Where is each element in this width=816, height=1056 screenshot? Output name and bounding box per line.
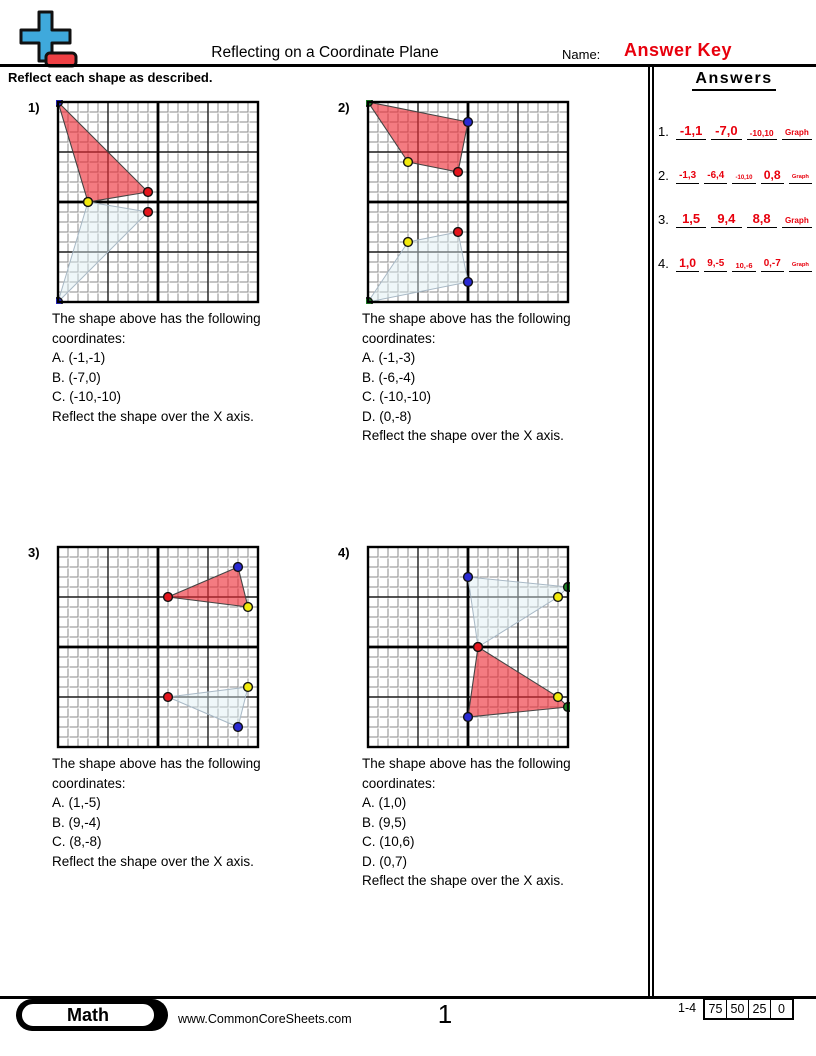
- answer-number: 2.: [658, 168, 669, 183]
- answer-blank: [704, 249, 727, 272]
- description-line: C. (8,-8): [52, 834, 102, 849]
- answer-number: 4.: [658, 256, 669, 271]
- answer-blank: [782, 205, 812, 228]
- problem-2: [338, 95, 648, 535]
- problem-description: [52, 309, 330, 426]
- description-line: C. (-10,-10): [362, 389, 432, 404]
- answer-value: 8,8: [752, 211, 771, 226]
- answer-blanks: [676, 205, 812, 228]
- answer-value: 1,0: [679, 255, 697, 270]
- description-line: C. (-10,-10): [52, 389, 122, 404]
- description-line: The shape above has the following: [362, 756, 571, 771]
- answer-value: Graph: [791, 174, 809, 181]
- page-number: 1: [437, 999, 453, 1029]
- problem-description: [52, 754, 330, 871]
- answer-value: 1,5: [682, 211, 701, 226]
- score-cell: 25: [748, 1000, 770, 1018]
- description-line: The shape above has the following: [52, 756, 261, 771]
- answer-value: -6,4: [707, 170, 725, 182]
- coordinate-grid: [56, 100, 260, 304]
- answer-row: [658, 205, 812, 228]
- answer-value: Graph: [784, 127, 809, 137]
- answer-blank: [789, 249, 812, 272]
- answer-value: Graph: [791, 262, 809, 269]
- score-cell: 75: [708, 1002, 723, 1016]
- coordinate-grid: [366, 100, 570, 304]
- score-cell: 0: [770, 1000, 792, 1018]
- answer-value: Graph: [784, 215, 809, 225]
- answer-blank: [732, 161, 755, 184]
- description-line: coordinates:: [362, 330, 436, 346]
- problem-4: [338, 540, 648, 980]
- description-line: coordinates:: [52, 775, 126, 791]
- answer-blank: [676, 117, 706, 140]
- answer-blank: [676, 249, 699, 272]
- answers-title: Answers: [692, 70, 775, 91]
- answer-value: 0,-7: [763, 258, 781, 270]
- description-line: D. (0,7): [362, 853, 408, 869]
- page-title: Reflecting on a Coordinate Plane: [211, 44, 439, 61]
- answer-key-text: Answer Key: [624, 40, 733, 60]
- coordinate-plane-svg: [56, 100, 260, 304]
- answer-blank: [789, 161, 812, 184]
- answer-number: 1.: [658, 124, 669, 139]
- answer-blank: [704, 161, 727, 184]
- problem-number: 3): [28, 545, 40, 560]
- answer-row: [658, 161, 812, 184]
- name-label: Name:: [562, 47, 601, 62]
- answer-value: 10,-6: [735, 260, 753, 270]
- answer-value: 9,4: [717, 211, 736, 226]
- problem-number: 1): [28, 100, 40, 115]
- description-line: coordinates:: [362, 775, 436, 791]
- header-rule: [0, 64, 816, 67]
- answer-blanks: [676, 249, 812, 272]
- description-line: coordinates:: [52, 330, 126, 346]
- coordinate-grid: [56, 545, 260, 749]
- description-line: B. (9,-4): [52, 814, 101, 830]
- coordinate-grid: [366, 545, 570, 749]
- answer-blank: [732, 249, 755, 272]
- answer-blank: [761, 249, 784, 272]
- description-line: The shape above has the following: [362, 311, 571, 326]
- answer-rows: [658, 117, 812, 293]
- description-line: Reflect the shape over the X axis.: [52, 853, 254, 869]
- answer-row: [658, 249, 812, 272]
- answer-blanks: [676, 117, 812, 140]
- description-line: D. (0,-8): [362, 408, 412, 424]
- problem-description: [362, 309, 640, 446]
- description-line: C. (10,6): [362, 834, 415, 849]
- coordinate-plane-svg: [56, 545, 260, 749]
- description-line: A. (-1,-3): [362, 350, 416, 365]
- coordinate-plane-svg: [366, 545, 570, 749]
- score-range-label: 1-4: [678, 1001, 697, 1015]
- answer-value: -1,3: [679, 170, 697, 182]
- answer-value: -1,1: [679, 123, 703, 138]
- problem-description: [362, 754, 640, 891]
- answer-value: -7,0: [715, 123, 738, 138]
- description-line: B. (-6,-4): [362, 369, 416, 385]
- description-line: Reflect the shape over the X axis.: [362, 873, 564, 888]
- coordinate-plane-svg: [366, 100, 570, 304]
- description-line: Reflect the shape over the X axis.: [52, 408, 254, 424]
- answer-blank: [761, 161, 784, 184]
- description-line: A. (1,-5): [52, 795, 101, 810]
- answer-blank: [711, 117, 741, 140]
- website-url: www.CommonCoreSheets.com: [178, 1012, 352, 1026]
- problem-3: [28, 540, 338, 980]
- description-line: Reflect the shape over the X axis.: [362, 428, 564, 443]
- description-line: The shape above has the following: [52, 311, 261, 326]
- answer-blanks: [676, 161, 812, 184]
- answer-blank: [676, 205, 706, 228]
- instruction-text: Reflect each shape as described.: [8, 70, 213, 85]
- answer-value: -10,10: [735, 175, 753, 181]
- answers-header: [656, 70, 812, 91]
- answer-blank: [747, 117, 777, 140]
- answer-row: [658, 117, 812, 140]
- math-badge-label: Math: [20, 1002, 156, 1028]
- answer-blank: [676, 161, 699, 184]
- answer-value: 0,8: [763, 167, 781, 182]
- problem-1: [28, 95, 338, 535]
- score-cell: 50: [726, 1000, 748, 1018]
- description-line: B. (9,5): [362, 814, 407, 830]
- answer-blank: [747, 205, 777, 228]
- answer-number: 3.: [658, 212, 669, 227]
- problem-number: 2): [338, 100, 350, 115]
- math-badge: [16, 999, 168, 1031]
- answer-value: 9,-5: [707, 258, 725, 270]
- answer-blank: [711, 205, 741, 228]
- score-table: [703, 998, 794, 1020]
- answer-value: -10,10: [749, 127, 774, 138]
- answers-separator-line: [652, 64, 654, 998]
- description-line: B. (-7,0): [52, 369, 101, 385]
- answers-separator-line: [648, 64, 650, 998]
- answer-blank: [782, 117, 812, 140]
- problem-number: 4): [338, 545, 350, 560]
- description-line: A. (-1,-1): [52, 350, 106, 365]
- description-line: A. (1,0): [362, 795, 407, 810]
